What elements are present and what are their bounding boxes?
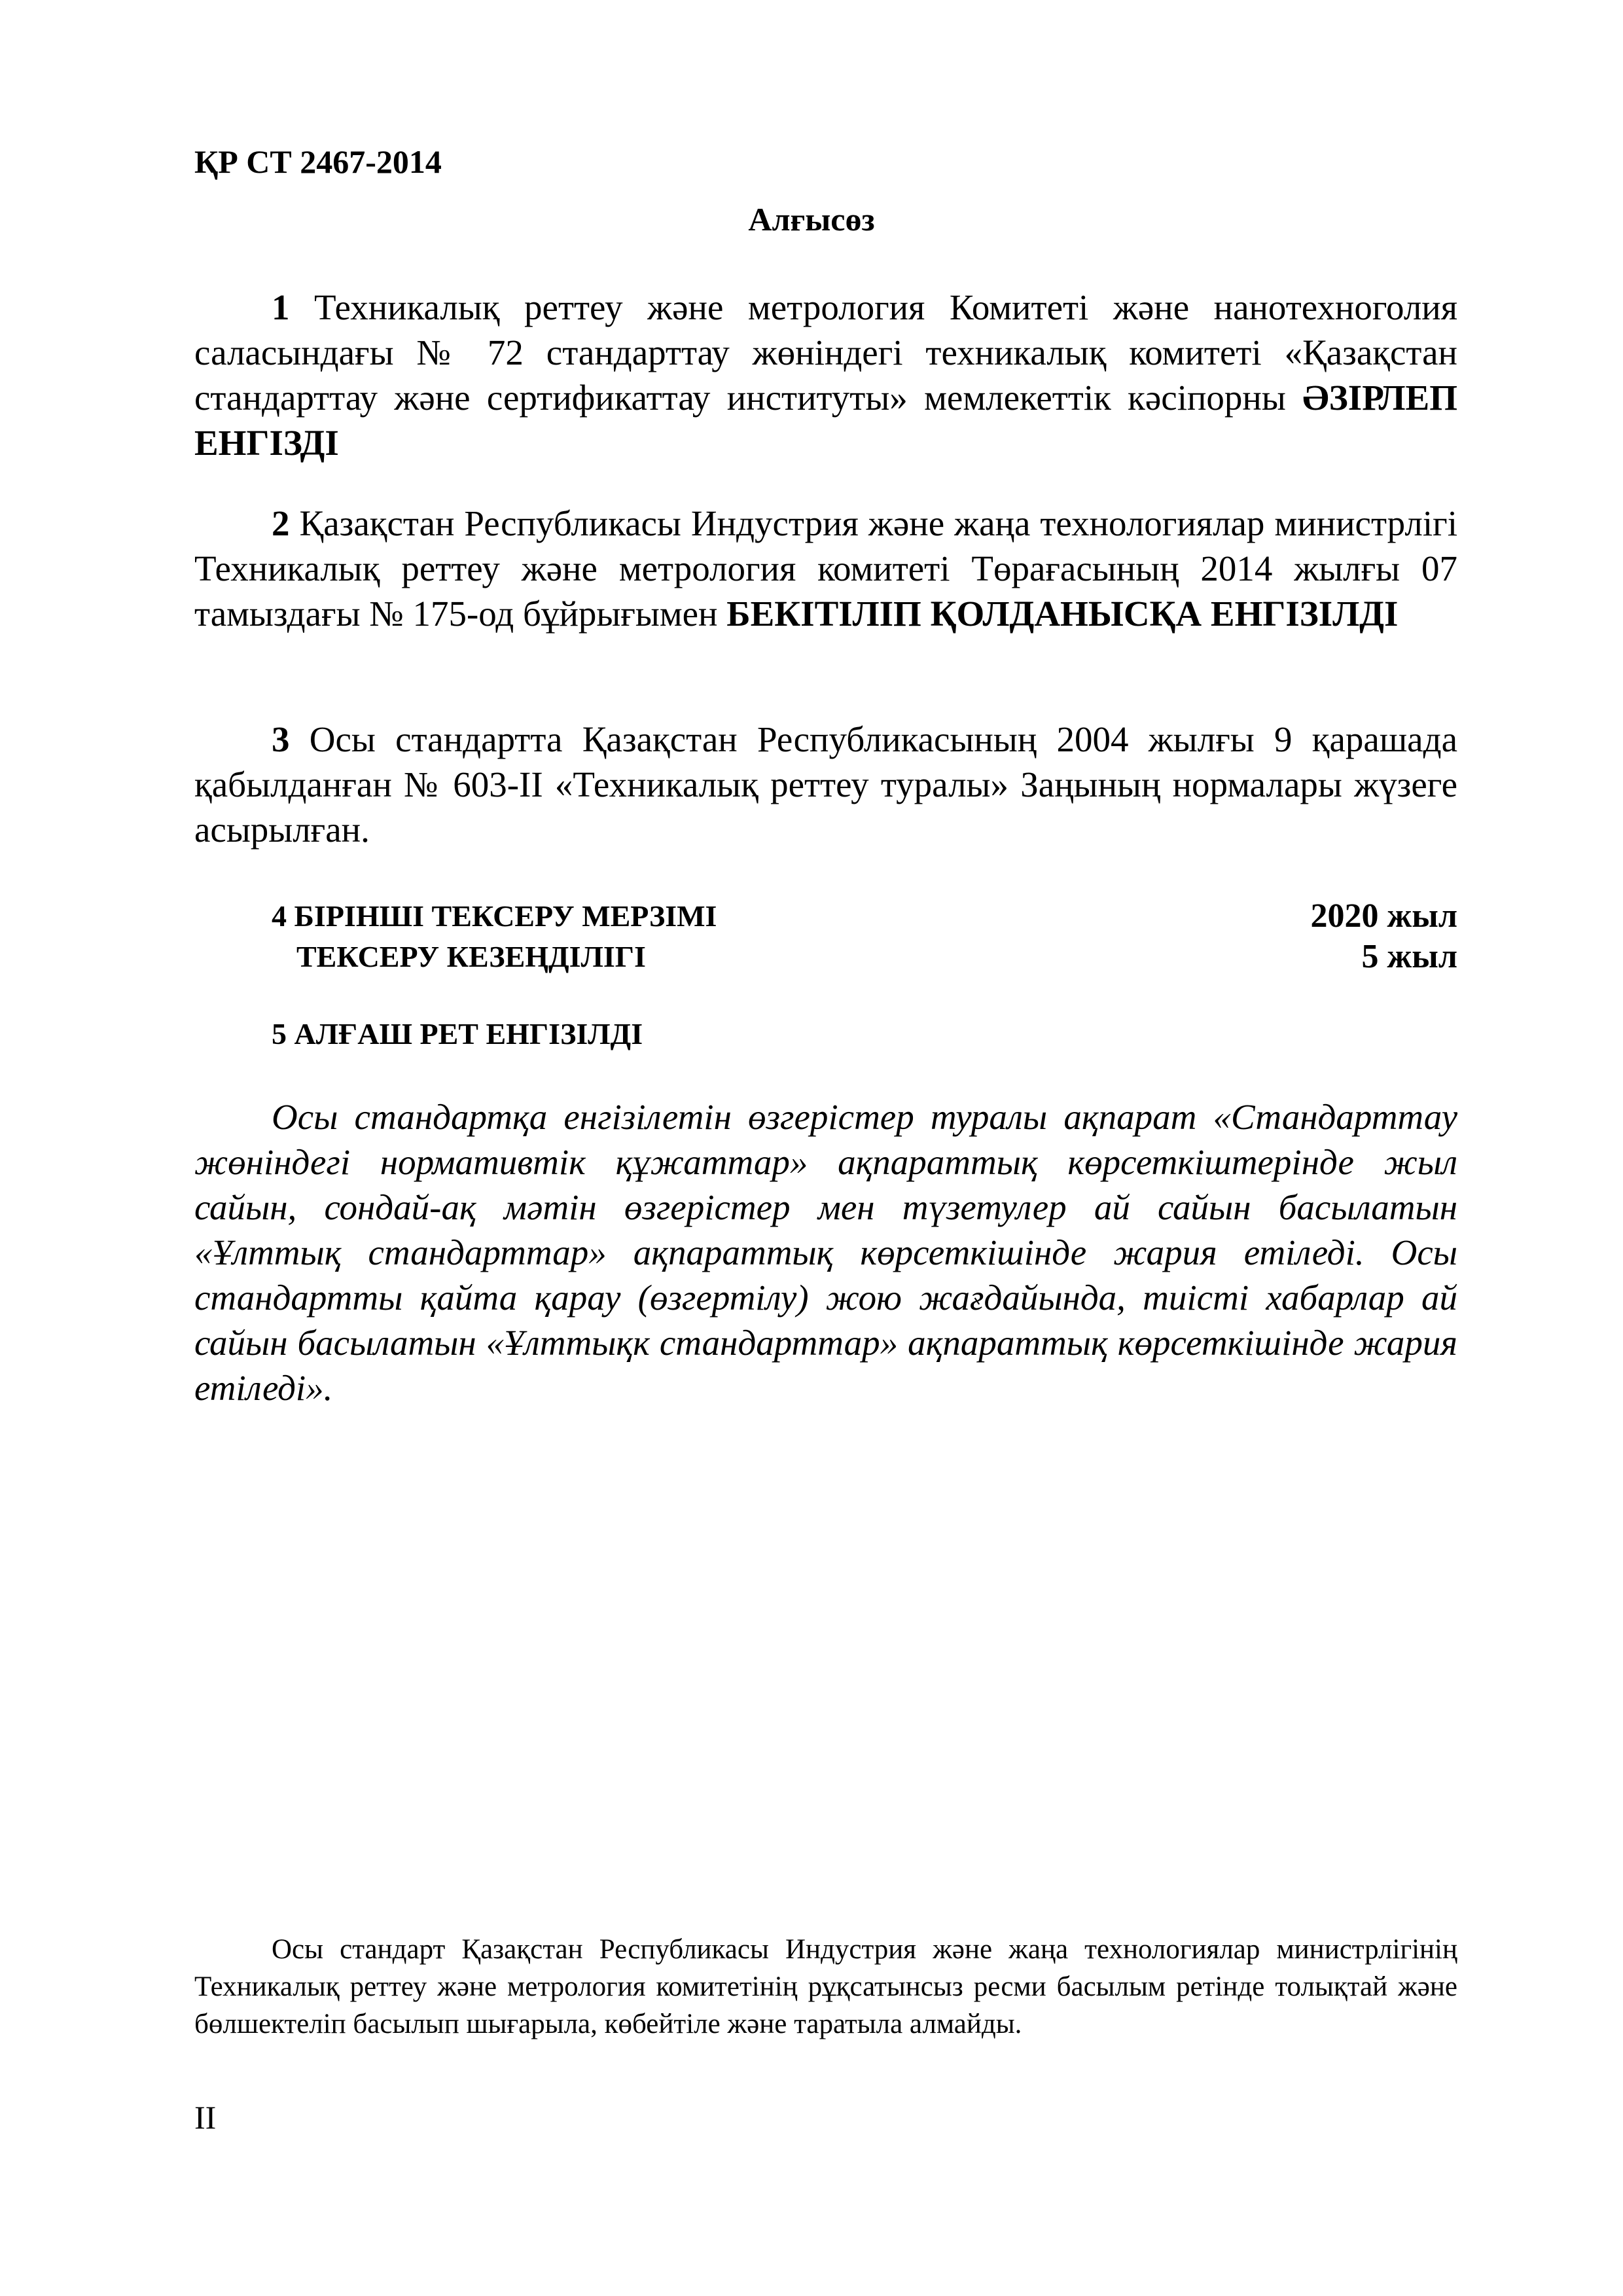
paragraph-1-text: Техникалық реттеу және метрология Комитеті және нанотехноголия саласындағы № 72 стандарттау жөніндегі техникалық комитеті «Қазақстан стандарттау және сертификаттау институты» мемлекеттік кәсіпорны <box>194 287 1457 418</box>
paragraph-1-number: 1 <box>272 287 290 327</box>
check-period-label: ТЕКСЕРУ КЕЗЕҢДІЛІГІ <box>296 940 646 973</box>
copyright-note: Осы стандарт Қазақстан Республикасы Индустрия және жаңа технологиялар министрлігінің Техникалық реттеу және метрология комитетінің рұқсатынсыз ресми басылым ретінде толықтай және бөлшектеліп басылып шығарыла, көбейтіле және таратыла алмайды. <box>194 1934 1457 2039</box>
paragraph-2-emphasis: БЕКІТІЛІП ҚОЛДАНЫСҚА ЕНГІЗІЛДІ <box>726 594 1399 634</box>
changes-info-note: Осы стандартқа енгізілетін өзгерістер туралы ақпарат «Стандарттау жөніндегі нормативтік құжаттар» ақпараттық көрсеткіштерінде жыл сайын, сондай-ақ мәтін өзгерістер мен түзетулер ай сайын басылатын «Ұлттық стандарттар» ақпараттық көрсеткішінде жария етіледі. Осы стандартты қайта қарау (өзгертілу) жою жағдайында, тиісті хабарлар ай сайын басылатын «Ұлттықк стандарттар» ақпараттық көрсеткішінде жария етіледі». <box>194 1097 1457 1408</box>
paragraph-1 <box>194 285 1457 465</box>
paragraph-2-number: 2 <box>272 503 290 543</box>
paragraph-3-text: Осы стандартта Қазақстан Республикасының 2004 жылғы 9 қарашада қабылданған № 603-II «Техникалық реттеу туралы» Заңының нормалары жүзеге асырылған. <box>194 719 1457 850</box>
paragraph-2-text: Қазақстан Республикасы Индустрия және жаңа технологиялар министрлігі Техникалық реттеу және метрология комитеті Төрағасының 2014 жылғы 07 тамыздағы № 175-од бұйрығымен <box>194 503 1457 634</box>
first-introduced-item: 5 АЛҒАШ РЕТ ЕНГІЗІЛДІ <box>272 1017 643 1050</box>
first-check-value: 2020 жыл <box>1310 897 1457 935</box>
document-code: ҚР СТ 2467-2014 <box>194 143 442 180</box>
paragraph-1-emphasis: ӘЗІРЛЕП ЕНГІЗДІ <box>194 378 1457 463</box>
section-heading: Алғысөз <box>748 201 875 238</box>
check-period-value: 5 жыл <box>1361 938 1457 975</box>
paragraph-2 <box>194 501 1457 636</box>
paragraph-3 <box>194 717 1457 852</box>
first-check-label: 4 БІРІНШІ ТЕКСЕРУ МЕРЗІМІ <box>272 899 717 933</box>
paragraph-3-number: 3 <box>272 719 290 759</box>
page-number: II <box>194 2099 217 2136</box>
